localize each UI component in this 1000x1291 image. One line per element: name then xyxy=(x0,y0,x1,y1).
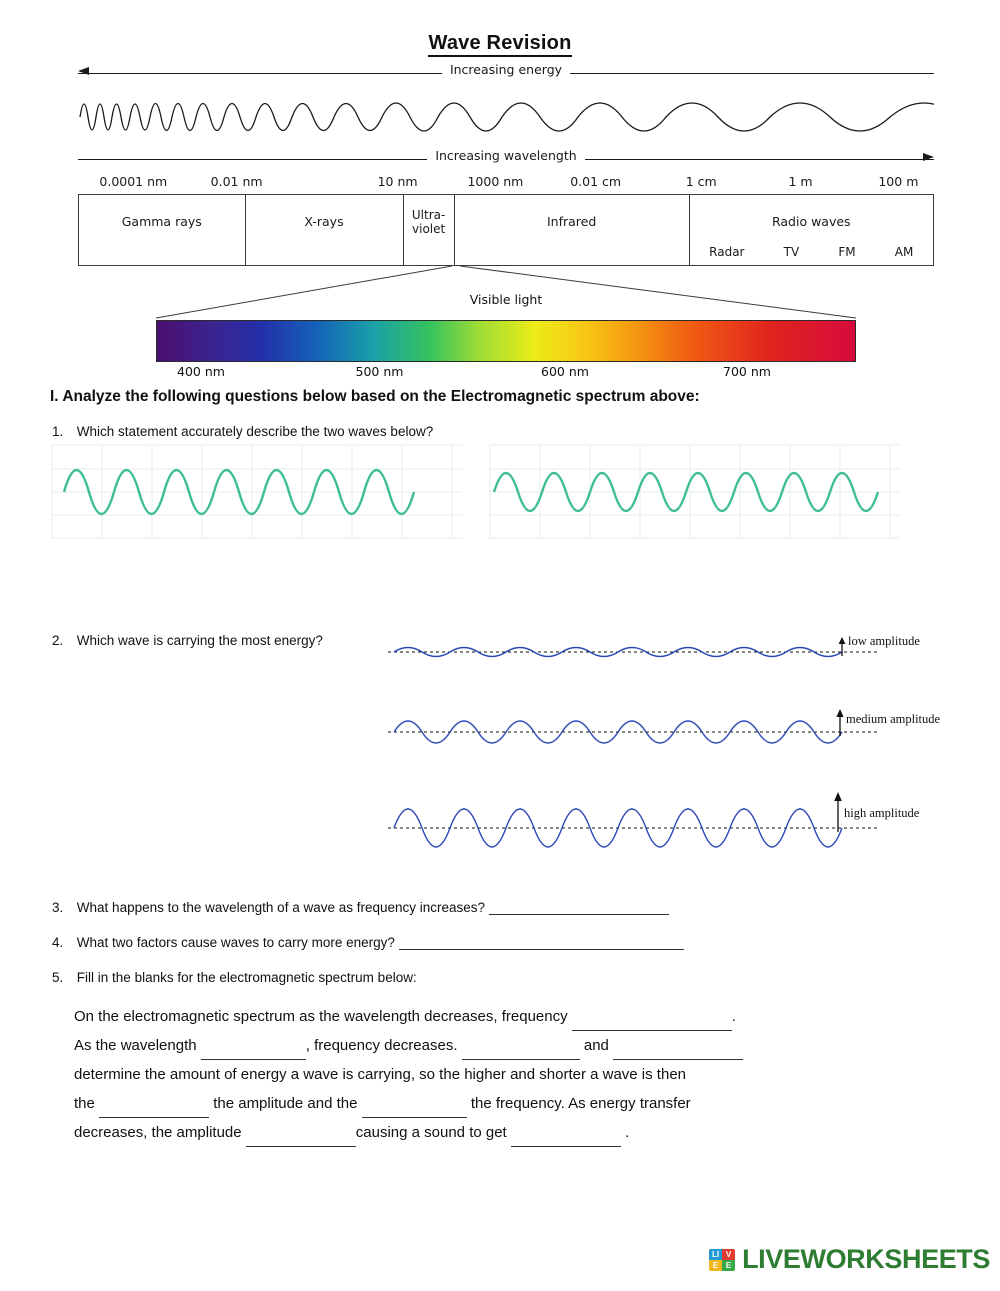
para-line4-a: the xyxy=(74,1095,95,1112)
increasing-energy-label: Increasing energy xyxy=(78,62,934,77)
para-line1-end: . xyxy=(731,1008,736,1025)
electromagnetic-spectrum-figure xyxy=(78,62,934,382)
page-title-text: Wave Revision xyxy=(428,32,571,57)
question-3 xyxy=(52,900,669,915)
para-line2-c: and xyxy=(583,1037,609,1054)
medium-amplitude-label: medium amplitude xyxy=(846,712,941,726)
question-1 xyxy=(52,424,433,439)
answer-blank-4[interactable] xyxy=(613,1047,743,1060)
question-4-number: 4. xyxy=(52,935,64,950)
answer-blank-8[interactable] xyxy=(511,1134,621,1147)
visible-tick: 600 nm xyxy=(541,364,589,379)
sub-band-fm: FM xyxy=(838,245,856,259)
question-2-number: 2. xyxy=(52,633,64,648)
logo-cube-v: V xyxy=(722,1249,735,1260)
wave-train-graphic xyxy=(78,86,934,148)
visible-light-label: Visible light xyxy=(469,292,543,307)
para-line4-c: the frequency. As energy transfer xyxy=(470,1095,691,1112)
scale-tick: 0.0001 nm xyxy=(99,174,168,189)
answer-blank-q3[interactable] xyxy=(489,902,669,915)
answer-blank-q4[interactable] xyxy=(399,937,684,950)
band-ultraviolet: Ultra-violet xyxy=(404,195,455,265)
increasing-wavelength-arrow xyxy=(78,148,934,170)
logo-cube-icon xyxy=(709,1249,735,1271)
answer-blank-3[interactable] xyxy=(462,1047,580,1060)
visible-tick: 500 nm xyxy=(355,364,404,379)
answer-blank-7[interactable] xyxy=(246,1134,356,1147)
para-line5-b: causing a sound to get xyxy=(355,1124,507,1141)
question-5-text: Fill in the blanks for the electromagnetic spectrum below: xyxy=(76,970,417,985)
band-gamma-rays: Gamma rays xyxy=(79,195,246,265)
question-2 xyxy=(52,633,323,648)
visible-tick: 700 nm xyxy=(723,364,771,379)
logo-cube-li: LI xyxy=(709,1249,722,1260)
liveworksheets-logo[interactable] xyxy=(709,1244,990,1275)
low-amplitude-label: low amplitude xyxy=(848,634,920,648)
question-3-text: What happens to the wavelength of a wave as frequency increases? xyxy=(76,900,486,915)
question-4-text: What two factors cause waves to carry more energy? xyxy=(76,935,395,950)
question-4 xyxy=(52,935,684,950)
para-line4-b: the amplitude and the xyxy=(213,1095,358,1112)
wavelength-scale xyxy=(78,174,934,194)
logo-cube-e2: E xyxy=(722,1260,735,1271)
answer-blank-6[interactable] xyxy=(362,1105,467,1118)
visible-spectrum-bar xyxy=(156,320,856,362)
logo-cube-e: E xyxy=(709,1260,722,1271)
spectrum-bands xyxy=(78,194,934,266)
question-5-number: 5. xyxy=(52,970,64,985)
question-5 xyxy=(52,970,417,985)
scale-tick: 10 nm xyxy=(377,174,418,189)
scale-tick: 1 cm xyxy=(685,174,717,189)
para-line5-c: . xyxy=(625,1124,630,1141)
visible-tick: 400 nm xyxy=(177,364,225,379)
question-3-number: 3. xyxy=(52,900,64,915)
amplitude-waves-svg xyxy=(380,620,940,870)
visible-light-connector xyxy=(78,266,934,320)
para-line2-a: As the wavelength xyxy=(74,1037,197,1054)
scale-tick: 1 m xyxy=(788,174,813,189)
band-infrared: Infrared xyxy=(455,195,690,265)
question-1-number: 1. xyxy=(52,424,64,439)
fill-in-the-blanks-paragraph xyxy=(74,1002,934,1147)
answer-blank-1[interactable] xyxy=(572,1018,732,1031)
question-1-text: Which statement accurately describe the two waves below? xyxy=(76,424,434,439)
section-heading: I. Analyze the following questions below based on the Electromagnetic spectrum above: xyxy=(50,388,700,405)
para-line3: determine the amount of energy a wave is carrying, so the higher and shorter a wave is then xyxy=(74,1066,687,1083)
scale-tick: 100 m xyxy=(878,174,919,189)
sub-band-am: AM xyxy=(894,245,914,259)
sub-band-radar: Radar xyxy=(709,245,745,259)
high-amplitude-label: high amplitude xyxy=(844,806,920,820)
visible-spectrum-ticks xyxy=(156,364,856,382)
two-waves-graphic xyxy=(50,443,910,541)
answer-blank-2[interactable] xyxy=(201,1047,306,1060)
scale-tick: 0.01 nm xyxy=(210,174,263,189)
para-line5-a: decreases, the amplitude xyxy=(74,1124,242,1141)
two-waves-svg xyxy=(50,443,910,541)
band-x-rays: X-rays xyxy=(246,195,404,265)
sub-band-tv: TV xyxy=(783,245,800,259)
para-line2-b: , frequency decreases. xyxy=(305,1037,458,1054)
scale-tick: 0.01 cm xyxy=(570,174,622,189)
amplitude-comparison-figure xyxy=(380,620,940,870)
band-radio-waves: Radio waves Radar TV FM AM xyxy=(690,195,933,265)
scale-tick: 1000 nm xyxy=(467,174,524,189)
increasing-energy-arrow xyxy=(78,62,934,84)
answer-blank-5[interactable] xyxy=(99,1105,209,1118)
page-title xyxy=(0,32,1000,55)
para-line1-text: On the electromagnetic spectrum as the wavelength decreases, frequency xyxy=(74,1008,568,1025)
logo-wordmark: LIVEWORKSHEETS xyxy=(742,1244,990,1274)
increasing-wavelength-label: Increasing wavelength xyxy=(78,148,934,163)
question-2-text: Which wave is carrying the most energy? xyxy=(76,633,323,648)
radio-sub-bands xyxy=(690,245,933,259)
